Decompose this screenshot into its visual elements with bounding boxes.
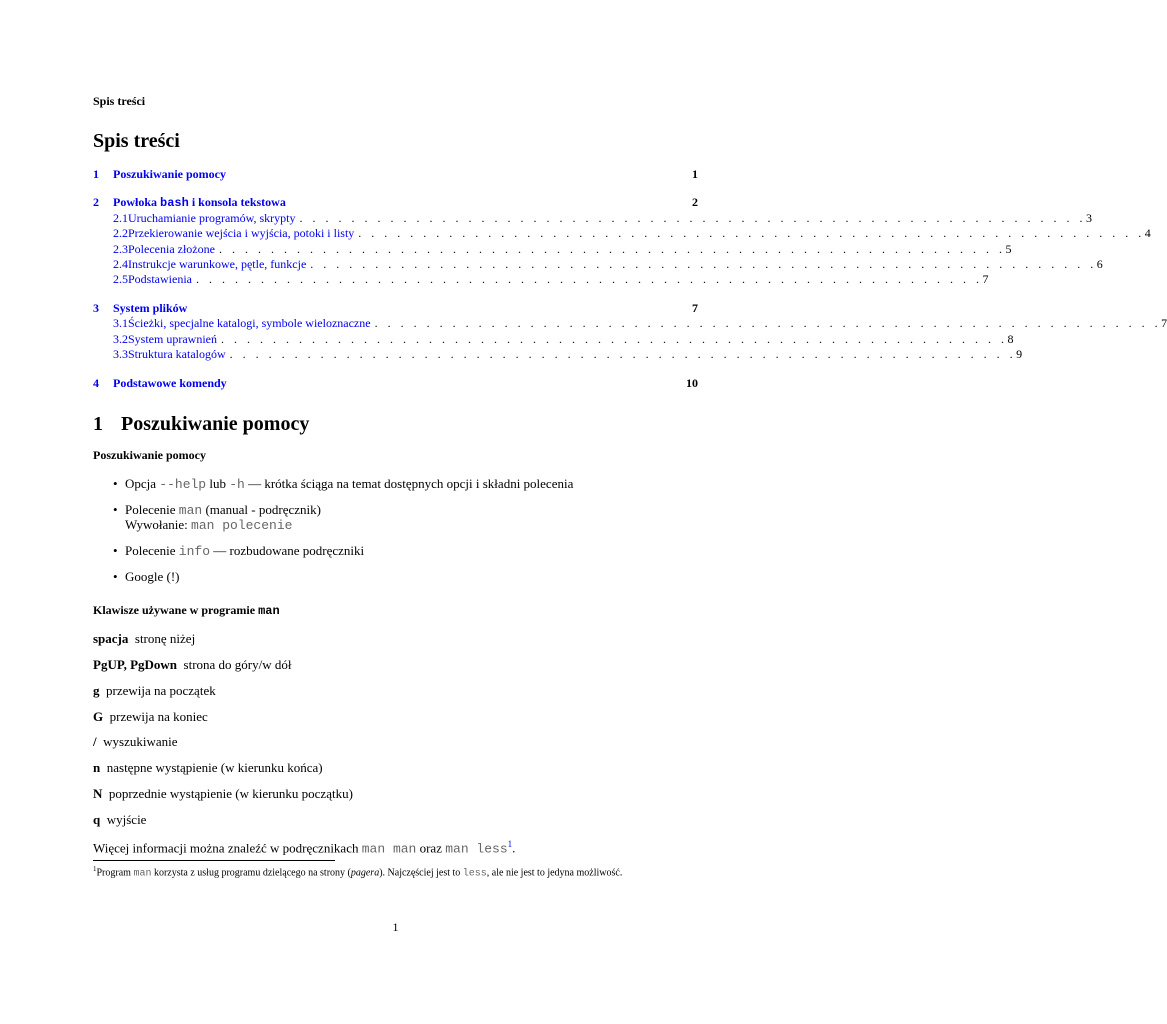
code-inline: man man xyxy=(361,841,417,857)
toc-subentry-title[interactable]: Instrukcje warunkowe, pętle, funkcje xyxy=(128,257,307,271)
toc-subentry-title[interactable]: Ścieżki, specjalne katalogi, symbole wieloznaczne xyxy=(128,316,371,330)
toc-subentry-number: 2.4 xyxy=(113,257,128,271)
code-inline: man polecenie xyxy=(191,518,293,533)
toc-subentry-title[interactable]: Struktura katalogów xyxy=(128,347,226,361)
bullet-item-google xyxy=(113,569,180,585)
toc-subentry-2-2[interactable] xyxy=(113,226,1151,241)
key-item xyxy=(93,631,195,647)
text: Więcej informacji można znaleźć w podręcznikach xyxy=(93,840,362,856)
toc-subentry-number: 3.2 xyxy=(113,332,128,346)
bullet-icon: • xyxy=(113,569,118,584)
section-title: Poszukiwanie pomocy xyxy=(121,413,310,435)
toc-entry-page: 10 xyxy=(686,376,698,390)
text: lub xyxy=(206,476,230,491)
toc-leader-dots: . . . . . . . . . . . . . . . . . . . . . . . . . . . . . . . . . . . . . . . . . . . . . . . . . . . . . . . . . . . . . xyxy=(310,257,1097,271)
key-desc: wyszukiwanie xyxy=(103,734,178,749)
key-name: N xyxy=(93,786,103,801)
text: . xyxy=(512,840,516,856)
toc-subentry-page: 5 xyxy=(1005,242,1012,256)
more-info-paragraph xyxy=(93,839,515,856)
toc-subentry-page: 7 xyxy=(1161,316,1167,330)
toc-subentry-title[interactable]: Przekierowanie wejścia i wyjścia, potoki i listy xyxy=(128,226,355,240)
text: — rozbudowane podręczniki xyxy=(210,543,365,558)
code-inline: less xyxy=(462,868,487,880)
toc-subentry-page: 6 xyxy=(1096,257,1103,271)
toc-subentry-number: 2.3 xyxy=(113,242,128,256)
section-number: 1 xyxy=(93,413,103,435)
toc-subentry-number: 3.1 xyxy=(113,316,128,330)
toc-subentry-number: 2.5 xyxy=(113,272,128,286)
toc-entry-number: 4 xyxy=(93,376,99,390)
toc-leader-dots: . . . . . . . . . . . . . . . . . . . . . . . . . . . . . . . . . . . . . . . . . . . . . . . . . . . . . . . . . . . . . xyxy=(299,211,1087,225)
key-item xyxy=(93,786,353,802)
toc-subentry-number: 2.2 xyxy=(113,226,128,240)
key-item xyxy=(93,760,323,776)
key-name: g xyxy=(93,683,100,698)
toc-entry-1[interactable] xyxy=(93,167,698,182)
toc-subentry-page: 9 xyxy=(1016,347,1023,361)
toc-subentry-page: 3 xyxy=(1086,211,1093,225)
paragraph-heading-help: Poszukiwanie pomocy xyxy=(93,448,207,462)
key-item xyxy=(93,734,178,750)
toc-entry-page: 1 xyxy=(692,167,698,181)
code-inline: man xyxy=(133,868,152,880)
toc-subentry-title[interactable]: Podstawienia xyxy=(128,272,192,286)
toc-subentry-3-3[interactable] xyxy=(113,347,1023,362)
toc-entry-3[interactable] xyxy=(93,301,698,316)
footnote-mark: 1 xyxy=(93,865,97,873)
code-inline: man xyxy=(258,604,280,618)
toc-subentry-page: 8 xyxy=(1007,332,1014,346)
toc-leader-dots: . . . . . . . . . . . . . . . . . . . . . . . . . . . . . . . . . . . . . . . . . . . . . . . . . . . . . . . . . . . . . xyxy=(196,272,983,286)
toc-title-code: bash xyxy=(160,196,189,210)
toc-subentry-number: 3.3 xyxy=(113,347,128,361)
toc-title-part: Powłoka xyxy=(113,195,161,209)
key-name: G xyxy=(93,709,104,724)
text: Google (!) xyxy=(125,569,180,584)
key-name: / xyxy=(93,734,97,749)
toc-subentry-2-5[interactable] xyxy=(113,272,989,287)
bullet-icon: • xyxy=(113,476,118,491)
toc-entry-4[interactable] xyxy=(93,376,698,391)
toc-entry-number: 3 xyxy=(93,301,99,315)
code-inline: -h xyxy=(229,477,245,492)
text: Wywołanie: xyxy=(125,517,192,532)
toc-subentry-number: 2.1 xyxy=(113,211,128,225)
toc-subentry-page: 7 xyxy=(982,272,989,286)
code-inline: man xyxy=(178,503,203,518)
toc-subentry-2-1[interactable] xyxy=(113,211,1093,226)
bullet-icon: • xyxy=(113,502,118,517)
key-item xyxy=(93,657,292,673)
toc-entry-page: 2 xyxy=(692,195,698,209)
code-inline: man less xyxy=(445,841,508,857)
running-head: Spis treści xyxy=(93,94,146,108)
toc-subentry-page: 4 xyxy=(1144,226,1151,240)
key-desc: przewija na początek xyxy=(106,683,216,698)
toc-subentry-2-3[interactable] xyxy=(113,242,1012,257)
text: Opcja xyxy=(125,476,160,491)
text: korzysta z usług programu dzielącego na strony ( xyxy=(151,867,351,879)
key-desc: następne wystąpienie (w kierunku końca) xyxy=(106,760,323,775)
text: ). Najczęściej jest to xyxy=(379,867,463,879)
code-inline: info xyxy=(178,544,211,559)
text: (manual - podręcznik) xyxy=(202,502,321,517)
text: , ale nie jest to jedyna możliwość. xyxy=(486,867,623,879)
paragraph-heading-keys xyxy=(93,603,280,618)
bullet-icon: • xyxy=(113,543,118,558)
footnote-link[interactable]: 1 xyxy=(507,839,513,849)
toc-subentry-title[interactable]: Polecenia złożone xyxy=(128,242,215,256)
text: Klawisze używane w programie xyxy=(93,603,259,617)
bullet-item-help-option xyxy=(113,476,573,492)
toc-leader-dots: . . . . . . . . . . . . . . . . . . . . . . . . . . . . . . . . . . . . . . . . . . . . . . . . . . . . . . . . . . . . . xyxy=(218,242,1006,256)
key-desc: strona do góry/w dół xyxy=(183,657,292,672)
section-heading xyxy=(93,413,309,436)
toc-entry-2[interactable] xyxy=(93,195,698,210)
key-item xyxy=(93,683,216,699)
text: Program xyxy=(96,867,134,879)
toc-subentry-2-4[interactable] xyxy=(113,257,1103,272)
key-name: spacja xyxy=(93,631,129,646)
bullet-item-info xyxy=(113,543,364,559)
toc-entry-title[interactable] xyxy=(113,195,668,210)
text: oraz xyxy=(416,840,446,856)
toc-title-part: i konsola tekstowa xyxy=(188,195,286,209)
toc-entry-number: 1 xyxy=(93,167,99,181)
text: Polecenie xyxy=(125,502,179,517)
toc-leader-dots: . . . . . . . . . . . . . . . . . . . . . . . . . . . . . . . . . . . . . . . . . . . . . . . . . . . . . . . . . . . . . xyxy=(229,347,1017,361)
key-name: q xyxy=(93,812,101,827)
toc-entry-page: 7 xyxy=(692,301,698,315)
toc-entry-title[interactable]: System plików xyxy=(113,301,188,315)
key-name: n xyxy=(93,760,101,775)
italic-text: pagera xyxy=(350,867,380,879)
key-desc: przewija na koniec xyxy=(109,709,208,724)
toc-leader-dots: . . . . . . . . . . . . . . . . . . . . . . . . . . . . . . . . . . . . . . . . . . . . . . . . . . . . . . . . . . . . . xyxy=(358,226,1145,240)
toc-leader-dots: . . . . . . . . . . . . . . . . . . . . . . . . . . . . . . . . . . . . . . . . . . . . . . . . . . . . . . . . . . . . . xyxy=(374,316,1162,330)
toc-leader-dots: . . . . . . . . . . . . . . . . . . . . . . . . . . . . . . . . . . . . . . . . . . . . . . . . . . . . . . . . . . . . . xyxy=(221,332,1008,346)
key-desc: wyjście xyxy=(106,812,147,827)
bullet-item-man-usage xyxy=(125,517,292,533)
toc-subentry-3-2[interactable] xyxy=(113,332,1014,347)
toc-entry-title[interactable]: Poszukiwanie pomocy xyxy=(113,167,227,181)
key-desc: poprzednie wystąpienie (w kierunku początku) xyxy=(108,786,353,801)
key-desc: stronę niżej xyxy=(134,631,196,646)
page-number: 1 xyxy=(392,920,399,934)
key-item xyxy=(93,709,208,725)
toc-heading: Spis treści xyxy=(93,130,180,152)
bullet-item-man xyxy=(113,502,321,518)
toc-entry-title[interactable]: Podstawowe komendy xyxy=(113,376,227,390)
toc-subentry-title[interactable]: Uruchamianie programów, skrypty xyxy=(128,211,296,225)
code-inline: --help xyxy=(159,477,207,492)
toc-entry-number: 2 xyxy=(93,195,99,209)
key-name: PgUP, PgDown xyxy=(93,657,178,672)
key-item xyxy=(93,812,146,828)
toc-subentry-title[interactable]: System uprawnień xyxy=(128,332,217,346)
toc-subentry-3-1[interactable] xyxy=(113,316,1167,331)
footnote-rule xyxy=(93,860,335,861)
text: Polecenie xyxy=(125,543,179,558)
text: — krótka ściąga na temat dostępnych opcji i składni polecenia xyxy=(244,476,574,491)
footnote xyxy=(93,865,622,879)
